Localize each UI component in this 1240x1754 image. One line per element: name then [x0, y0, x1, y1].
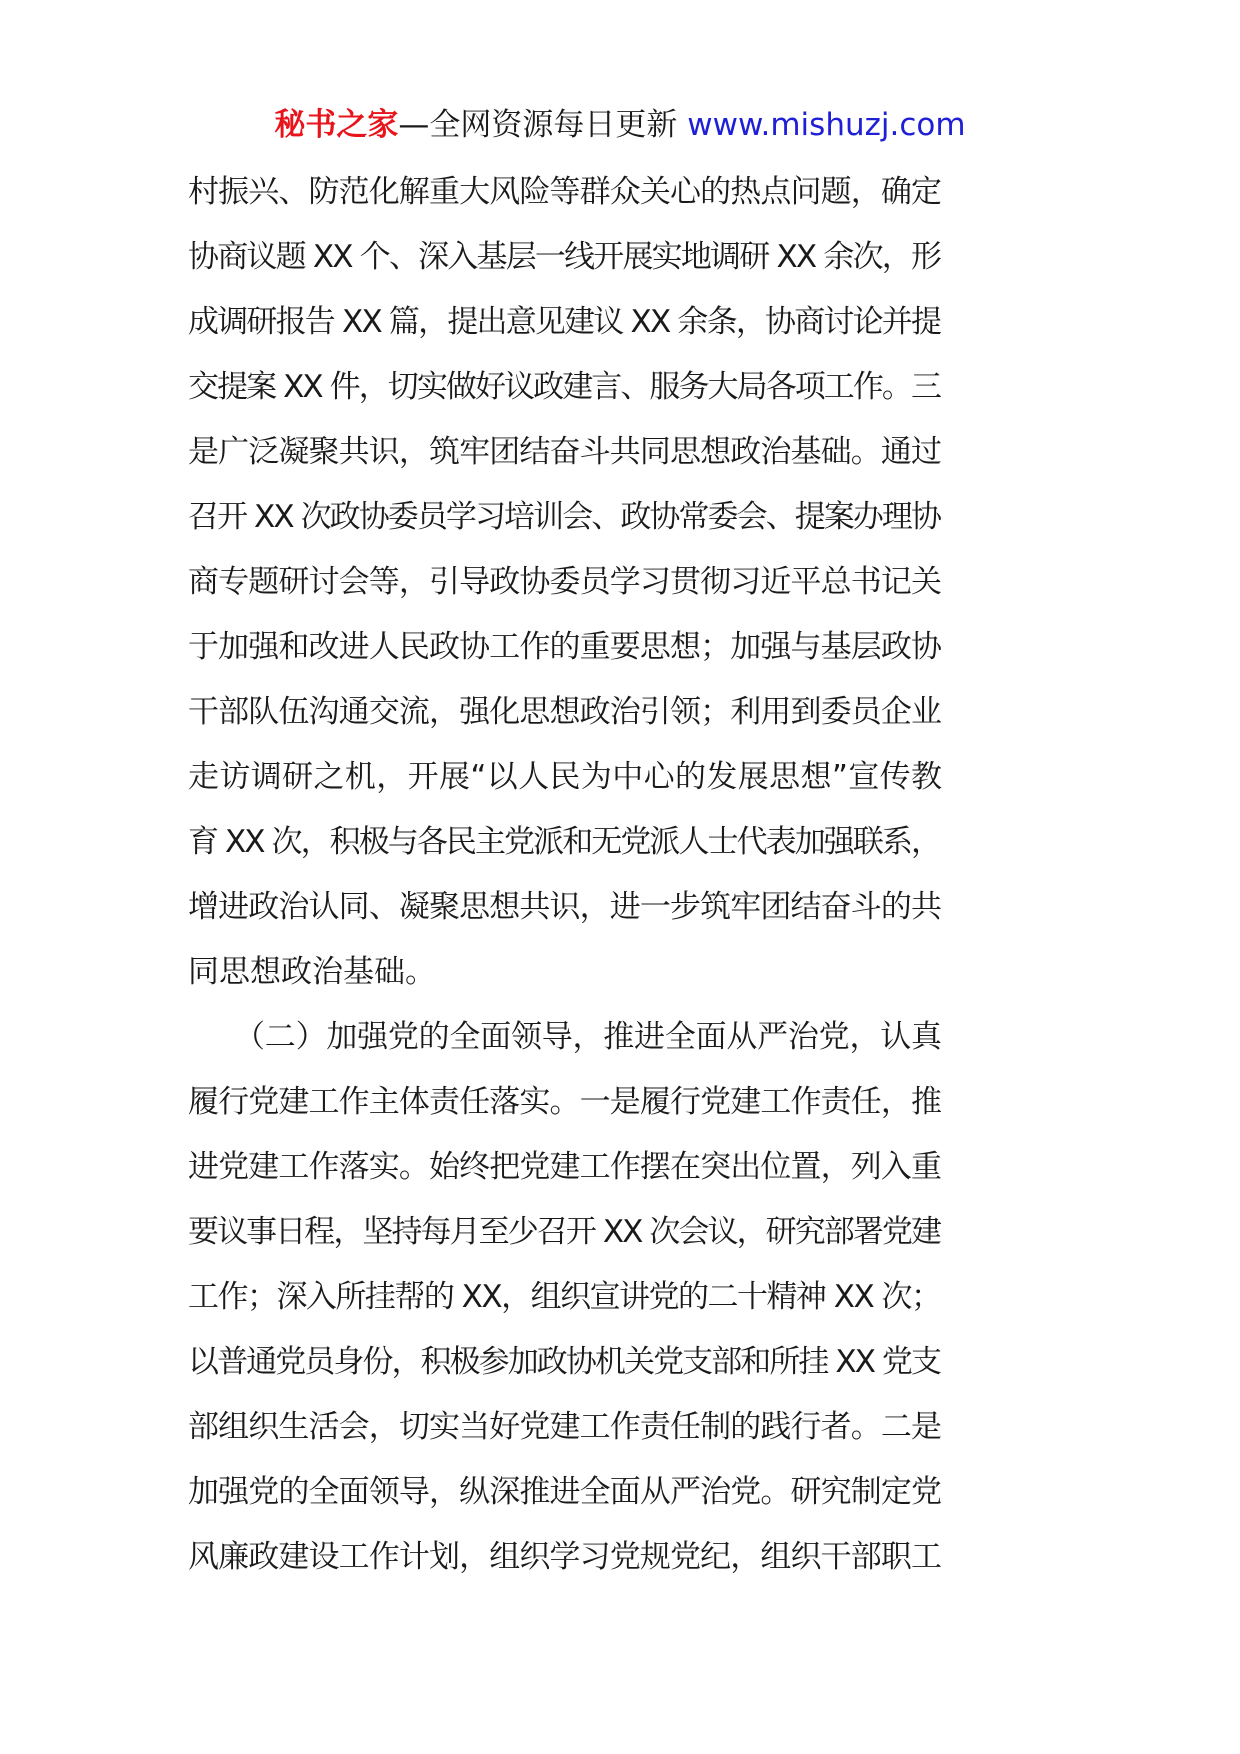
text-line: 增进政治认同、凝聚思想共识，进一步筑牢团结奋斗的共: [188, 889, 942, 925]
header-url[interactable]: www.mishuzj.com: [687, 107, 966, 143]
header-tagline: —全网资源每日更新: [398, 107, 678, 143]
text-line: 村振兴、防范化解重大风险等群众关心的热点问题，确定: [188, 174, 942, 210]
page-header: [0, 100, 1240, 150]
text-line: 干部队伍沟通交流，强化思想政治引领；利用到委员企业: [188, 694, 942, 730]
text-line: 履行党建工作主体责任落实。一是履行党建工作责任，推: [188, 1084, 942, 1120]
text-line: 走访调研之机，开展“以人民为中心的发展思想”宣传教: [188, 759, 943, 795]
text-line: 于加强和改进人民政协工作的重要思想；加强与基层政协: [188, 629, 942, 665]
body-text: [188, 160, 1058, 1590]
text-line: 是广泛凝聚共识，筑牢团结奋斗共同思想政治基础。通过: [188, 434, 942, 470]
text-line: 商专题研讨会等，引导政协委员学习贯彻习近平总书记关: [188, 564, 942, 600]
text-line: 以普通党员身份，积极参加政协机关党支部和所挂 XX 党支: [188, 1344, 941, 1380]
header-brand: 秘书之家: [274, 107, 399, 143]
text-line: 交提案 XX 件，切实做好议政建言、服务大局各项工作。三: [188, 369, 941, 405]
text-line: 成调研报告 XX 篇，提出意见建议 XX 余条，协商讨论并提: [188, 304, 941, 340]
text-line: （二）加强党的全面领导，推进全面从严治党，认真: [188, 1019, 942, 1055]
text-line: 协商议题 XX 个、深入基层一线开展实地调研 XX 余次，形: [188, 239, 941, 275]
text-line: 育 XX 次，积极与各民主党派和无党派人士代表加强联系，: [188, 824, 941, 860]
text-line: 工作；深入所挂帮的 XX，组织宣讲党的二十精神 XX 次；: [188, 1279, 941, 1315]
text-line: 部组织生活会，切实当好党建工作责任制的践行者。二是: [188, 1409, 942, 1445]
text-line: 同思想政治基础。: [188, 954, 436, 990]
text-line: 加强党的全面领导，纵深推进全面从严治党。研究制定党: [188, 1474, 942, 1510]
text-line: 召开 XX 次政协委员学习培训会、政协常委会、提案办理协: [188, 499, 941, 535]
text-line: 风廉政建设工作计划，组织学习党规党纪，组织干部职工: [188, 1539, 942, 1575]
text-line: 进党建工作落实。始终把党建工作摆在突出位置，列入重: [188, 1149, 942, 1185]
text-line: 要议事日程，坚持每月至少召开 XX 次会议，研究部署党建: [188, 1214, 941, 1250]
